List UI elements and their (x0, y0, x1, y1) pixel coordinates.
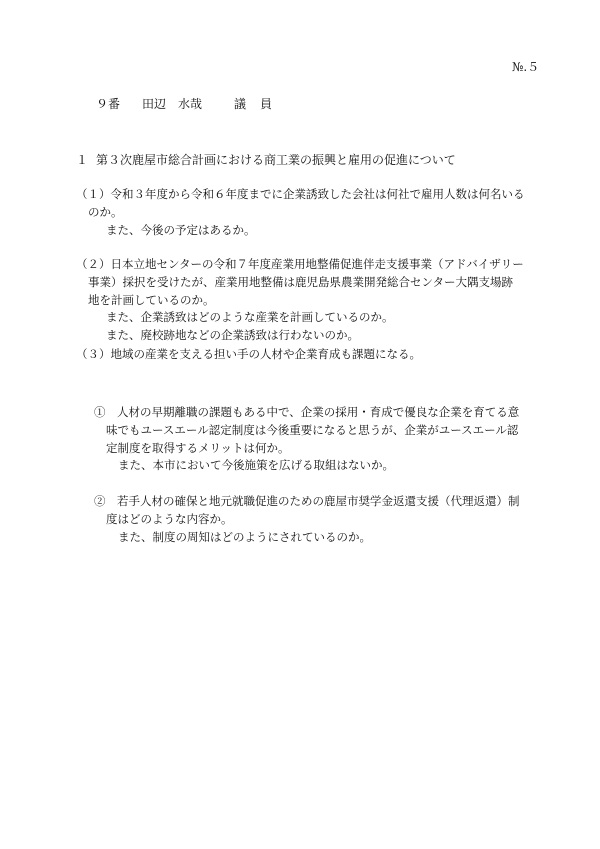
member-line (96, 95, 286, 114)
member-seat: ９番 (96, 97, 121, 111)
question-1-line: （１）令和３年度から令和６年度までに企業誘致した会社は何社で雇用人数は何名いる (76, 187, 525, 201)
question-3-line: （３）地域の産業を支える担い手の人材や企業育成も課題になる。 (76, 347, 421, 361)
subquestion-1-line: 味でもユースエール認定制度は今後重要になると思うが、企業がユースエール認 (106, 422, 519, 437)
subquestion-2-line: 度はどのような内容か。 (106, 511, 233, 526)
question-2-line: （２）日本立地センターの令和７年度産業用地整備促進伴走支援事業（アドバイザリー (76, 257, 524, 271)
question-2-line: また、廃校跡地などの企業誘致は行わないのか。 (106, 328, 359, 343)
question-2-line: 事業）採択を受けたが、産業用地整備は鹿児島県農業開発総合センター大隅支場跡 (88, 274, 514, 289)
question-2 (76, 256, 550, 345)
topic-title: 第３次鹿屋市総合計画における商工業の振興と雇用の促進について (96, 153, 456, 167)
question-1 (76, 186, 550, 239)
subquestion-1-line: また、本市において今後施策を広げる取組はないか。 (118, 458, 394, 473)
topic-heading (76, 151, 456, 170)
question-2-line: 地を計画しているのか。 (88, 292, 215, 307)
question-1-line: のか。 (88, 204, 123, 219)
subquestion-1-line: ① 人材の早期離職の課題もある中で、企業の採用・育成で優良な企業を育てる意 (94, 405, 520, 419)
question-number: №.５ (512, 60, 540, 74)
question-3 (76, 346, 550, 364)
member-name: 田辺 水哉 (142, 97, 203, 111)
question-1-line: また、今後の予定はあるか。 (106, 222, 256, 237)
member-role: 議員 (234, 97, 287, 111)
subquestion-1-line: 定制度を取得するメリットは何か。 (106, 440, 290, 455)
topic-number: １ (76, 153, 89, 167)
subquestion-2 (94, 493, 550, 546)
subquestion-2-line: また、制度の周知はどのようにされているのか。 (118, 529, 371, 544)
subquestion-2-line: ② 若手人材の確保と地元就職促進のための鹿屋市奨学金返還支援（代理返還）制 (94, 494, 520, 508)
subquestion-1 (94, 404, 550, 475)
question-2-line: また、企業誘致はどのような産業を計画しているのか。 (106, 310, 394, 325)
